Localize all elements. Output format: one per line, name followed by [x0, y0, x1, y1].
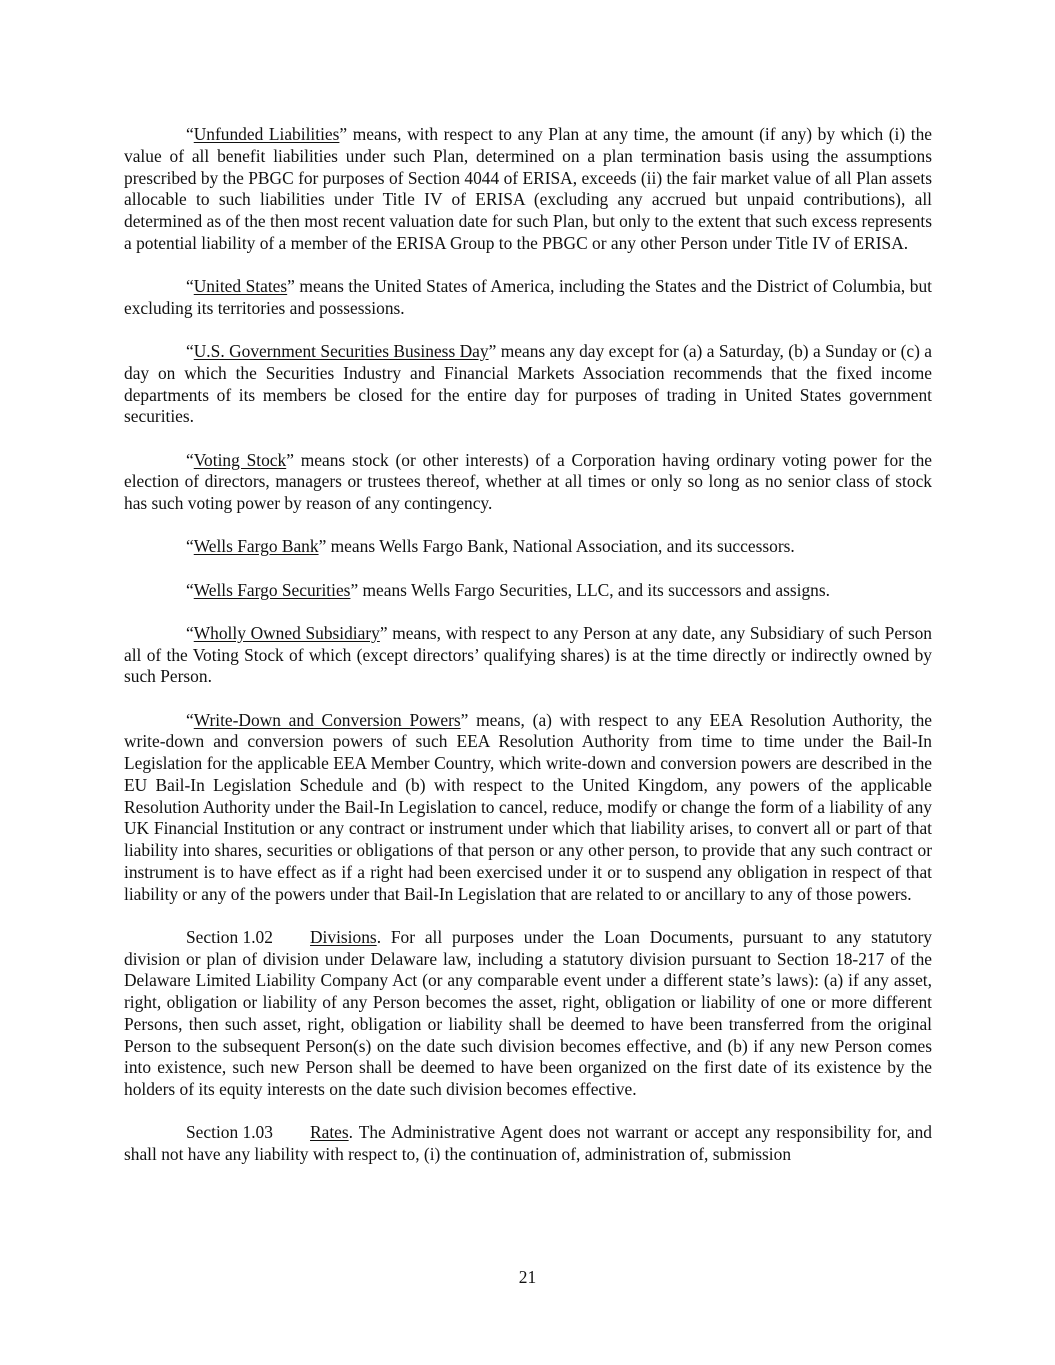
definition-text: means, with respect to any Person at any date, any Subsidiary of such Person all of the Voting Stock of which (except directors’ qualifying shares) is at the time directly or indirectly owned by such Person.: [124, 622, 932, 687]
defined-term: Wholly Owned Subsidiary: [193, 622, 380, 643]
definition-text: means any day except for (a) a Saturday, (b) a Sunday or (c) a day on which the Securities Industry and Financial Markets Association recommends that the fixed income departments of its members be closed for the entire day for purposes of trading in United States government securities.: [124, 341, 932, 427]
defined-term: Unfunded Liabilities: [193, 124, 340, 144]
definition-text: means, (a) with respect to any EEA Resolution Authority, the write-down and conversion powers of such EEA Resolution Authority from time to time under the Bail-In Legislation for the applicable EEA Member Country, which write-down and conversion powers are described in the EU Bail-In Legislation Schedule and (b) with respect to the United Kingdom, any powers of the applicable Resolution Authority under the Bail-In Legislation to cancel, reduce, modify or change the form of a liability of any UK Financial Institution or any contract or instrument under which that liability arises, to convert all or part of that liability into shares, securities or obligations of that person or any other person, to provide that any such contract or instrument is to have effect as if a right had been exercised under it or to suspend any obligation in respect of that liability or any of the powers under that Bail-In Legislation that are related to or ancillary to any of those powers.: [124, 709, 933, 904]
definition-wells-fargo-securities: “Wells Fargo Securities” means Wells Fargo Securities, LLC, and its successors and assigns.: [186, 579, 830, 600]
section-text: . The Administrative Agent does not warrant or accept any responsibility for, and shall not have any liability with respect to, (i) the continuation of, administration of, submission: [124, 1122, 932, 1164]
section-number: Section 1.03: [186, 1122, 273, 1143]
definition-text: means, with respect to any Plan at any time, the amount (if any) by which (i) the value of all benefit liabilities under such Plan, determined on a plan termination basis using the assumptions prescribed by the PBGC for purposes of Section 4044 of ERISA, exceeds (ii) the fair market value of all Plan assets allocable to such liabilities under Title IV of ERISA (excluding any accrued but unpaid contributions), all determined as of the then most recent valuation date for such Plan, but only to the extent that such excess represents a potential liability of a member of the ERISA Group to the PBGC or any other Person under Title IV of ERISA.: [124, 124, 932, 253]
defined-term: Voting Stock: [193, 449, 287, 470]
section-heading: Rates: [310, 1122, 349, 1143]
definition-us-gov-securities-business-day: “U.S. Government Securities Business Day” means any day except for (a) a Saturday, (b) a Sunday or (c) a day on which the Securities Industry and Financial Markets Association recommends that the fixed income departments of its members be closed for the entire day for purposes of trading in United States government securities.: [124, 341, 932, 427]
definition-text: means the United States of America, including the States and the District of Columbia, but excluding its territories and possessions.: [124, 276, 932, 318]
definition-wholly-owned-subsidiary: “Wholly Owned Subsidiary” means, with respect to any Person at any date, any Subsidiary of such Person all of the Voting Stock of which (except directors’ qualifying shares) is at the time directly or indirectly owned by such Person.: [124, 622, 932, 687]
definition-unfunded-liabilities: “Unfunded Liabilities” means, with respect to any Plan at any time, the amount (if any) by which (i) the value of all benefit liabilities under such Plan, determined on a plan termination basis using the assumptions prescribed by the PBGC for purposes of Section 4044 of ERISA, exceeds (ii) the fair market value of all Plan assets allocable to such liabilities under Title IV of ERISA (excluding any accrued but unpaid contributions), all determined as of the then most recent valuation date for such Plan, but only to the extent that such excess represents a potential liability of a member of the ERISA Group to the PBGC or any other Person under Title IV of ERISA.: [124, 124, 932, 253]
defined-term: Write-Down and Conversion Powers: [193, 709, 461, 730]
definition-write-down-conversion-powers: “Write-Down and Conversion Powers” means, (a) with respect to any EEA Resolution Authority, the write-down and conversion powers of such EEA Resolution Authority from time to time under the Bail-In Legislation for the applicable EEA Member Country, which write-down and conversion powers are described in the EU Bail-In Legislation Schedule and (b) with respect to the United Kingdom, any powers of the applicable Resolution Authority under the Bail-In Legislation to cancel, reduce, modify or change the form of a liability of any UK Financial Institution or any contract or instrument under which that liability arises, to convert all or part of that liability into shares, securities or obligations of that person or any other person, to provide that any such contract or instrument is to have effect as if a right had been exercised under it or to suspend any obligation in respect of that liability or any of the powers under that Bail-In Legislation that are related to or ancillary to any of those powers.: [124, 709, 933, 904]
definition-text: means Wells Fargo Securities, LLC, and its successors and assigns.: [358, 579, 830, 600]
section-text: . For all purposes under the Loan Documents, pursuant to any statutory division or plan of division under Delaware law, including a statutory division pursuant to Section 18-217 of the Delaware Limited Liability Company Act (or any comparable event under a different state’s laws): (a) if any asset, right, obligation or liability of any Person becomes the asset, right, obligation or liability of one or more different Persons, then such asset, right, obligation or liability shall be deemed to have been transferred from the original Person to the subsequent Person(s) on the date such division becomes effective, and (b) if any new Person comes into existence, such new Person shall be deemed to have been organized on the first date of its existence by the holders of its equity interests on the date such division becomes effective.: [124, 926, 932, 1099]
section-number: Section 1.02: [186, 926, 273, 947]
definition-voting-stock: “Voting Stock” means stock (or other interests) of a Corporation having ordinary voting power for the election of directors, managers or trustees thereof, whether at all times or only so long as no senior class of stock has such voting power by reason of any contingency.: [124, 449, 932, 513]
defined-term: Wells Fargo Bank: [193, 536, 319, 557]
document-page: [124, 124, 932, 1187]
definition-text: means Wells Fargo Bank, National Association, and its successors.: [326, 536, 795, 557]
section-heading: Divisions: [310, 926, 377, 947]
defined-term: United States: [193, 276, 288, 296]
section-1-03: [124, 1122, 932, 1166]
section-1-02: [124, 927, 932, 1101]
defined-term: U.S. Government Securities Business Day: [193, 341, 489, 361]
definition-text: means stock (or other interests) of a Corporation having ordinary voting power for the election of directors, managers or trustees thereof, whether at all times or only so long as no senior class of stock has such voting power by reason of any contingency.: [124, 449, 932, 513]
page-number: 21: [518, 1267, 537, 1287]
definition-united-states: “United States” means the United States of America, including the States and the District of Columbia, but excluding its territories and possessions.: [124, 276, 932, 318]
defined-term: Wells Fargo Securities: [193, 579, 351, 600]
definition-wells-fargo-bank: “Wells Fargo Bank” means Wells Fargo Bank, National Association, and its successors.: [186, 536, 795, 557]
